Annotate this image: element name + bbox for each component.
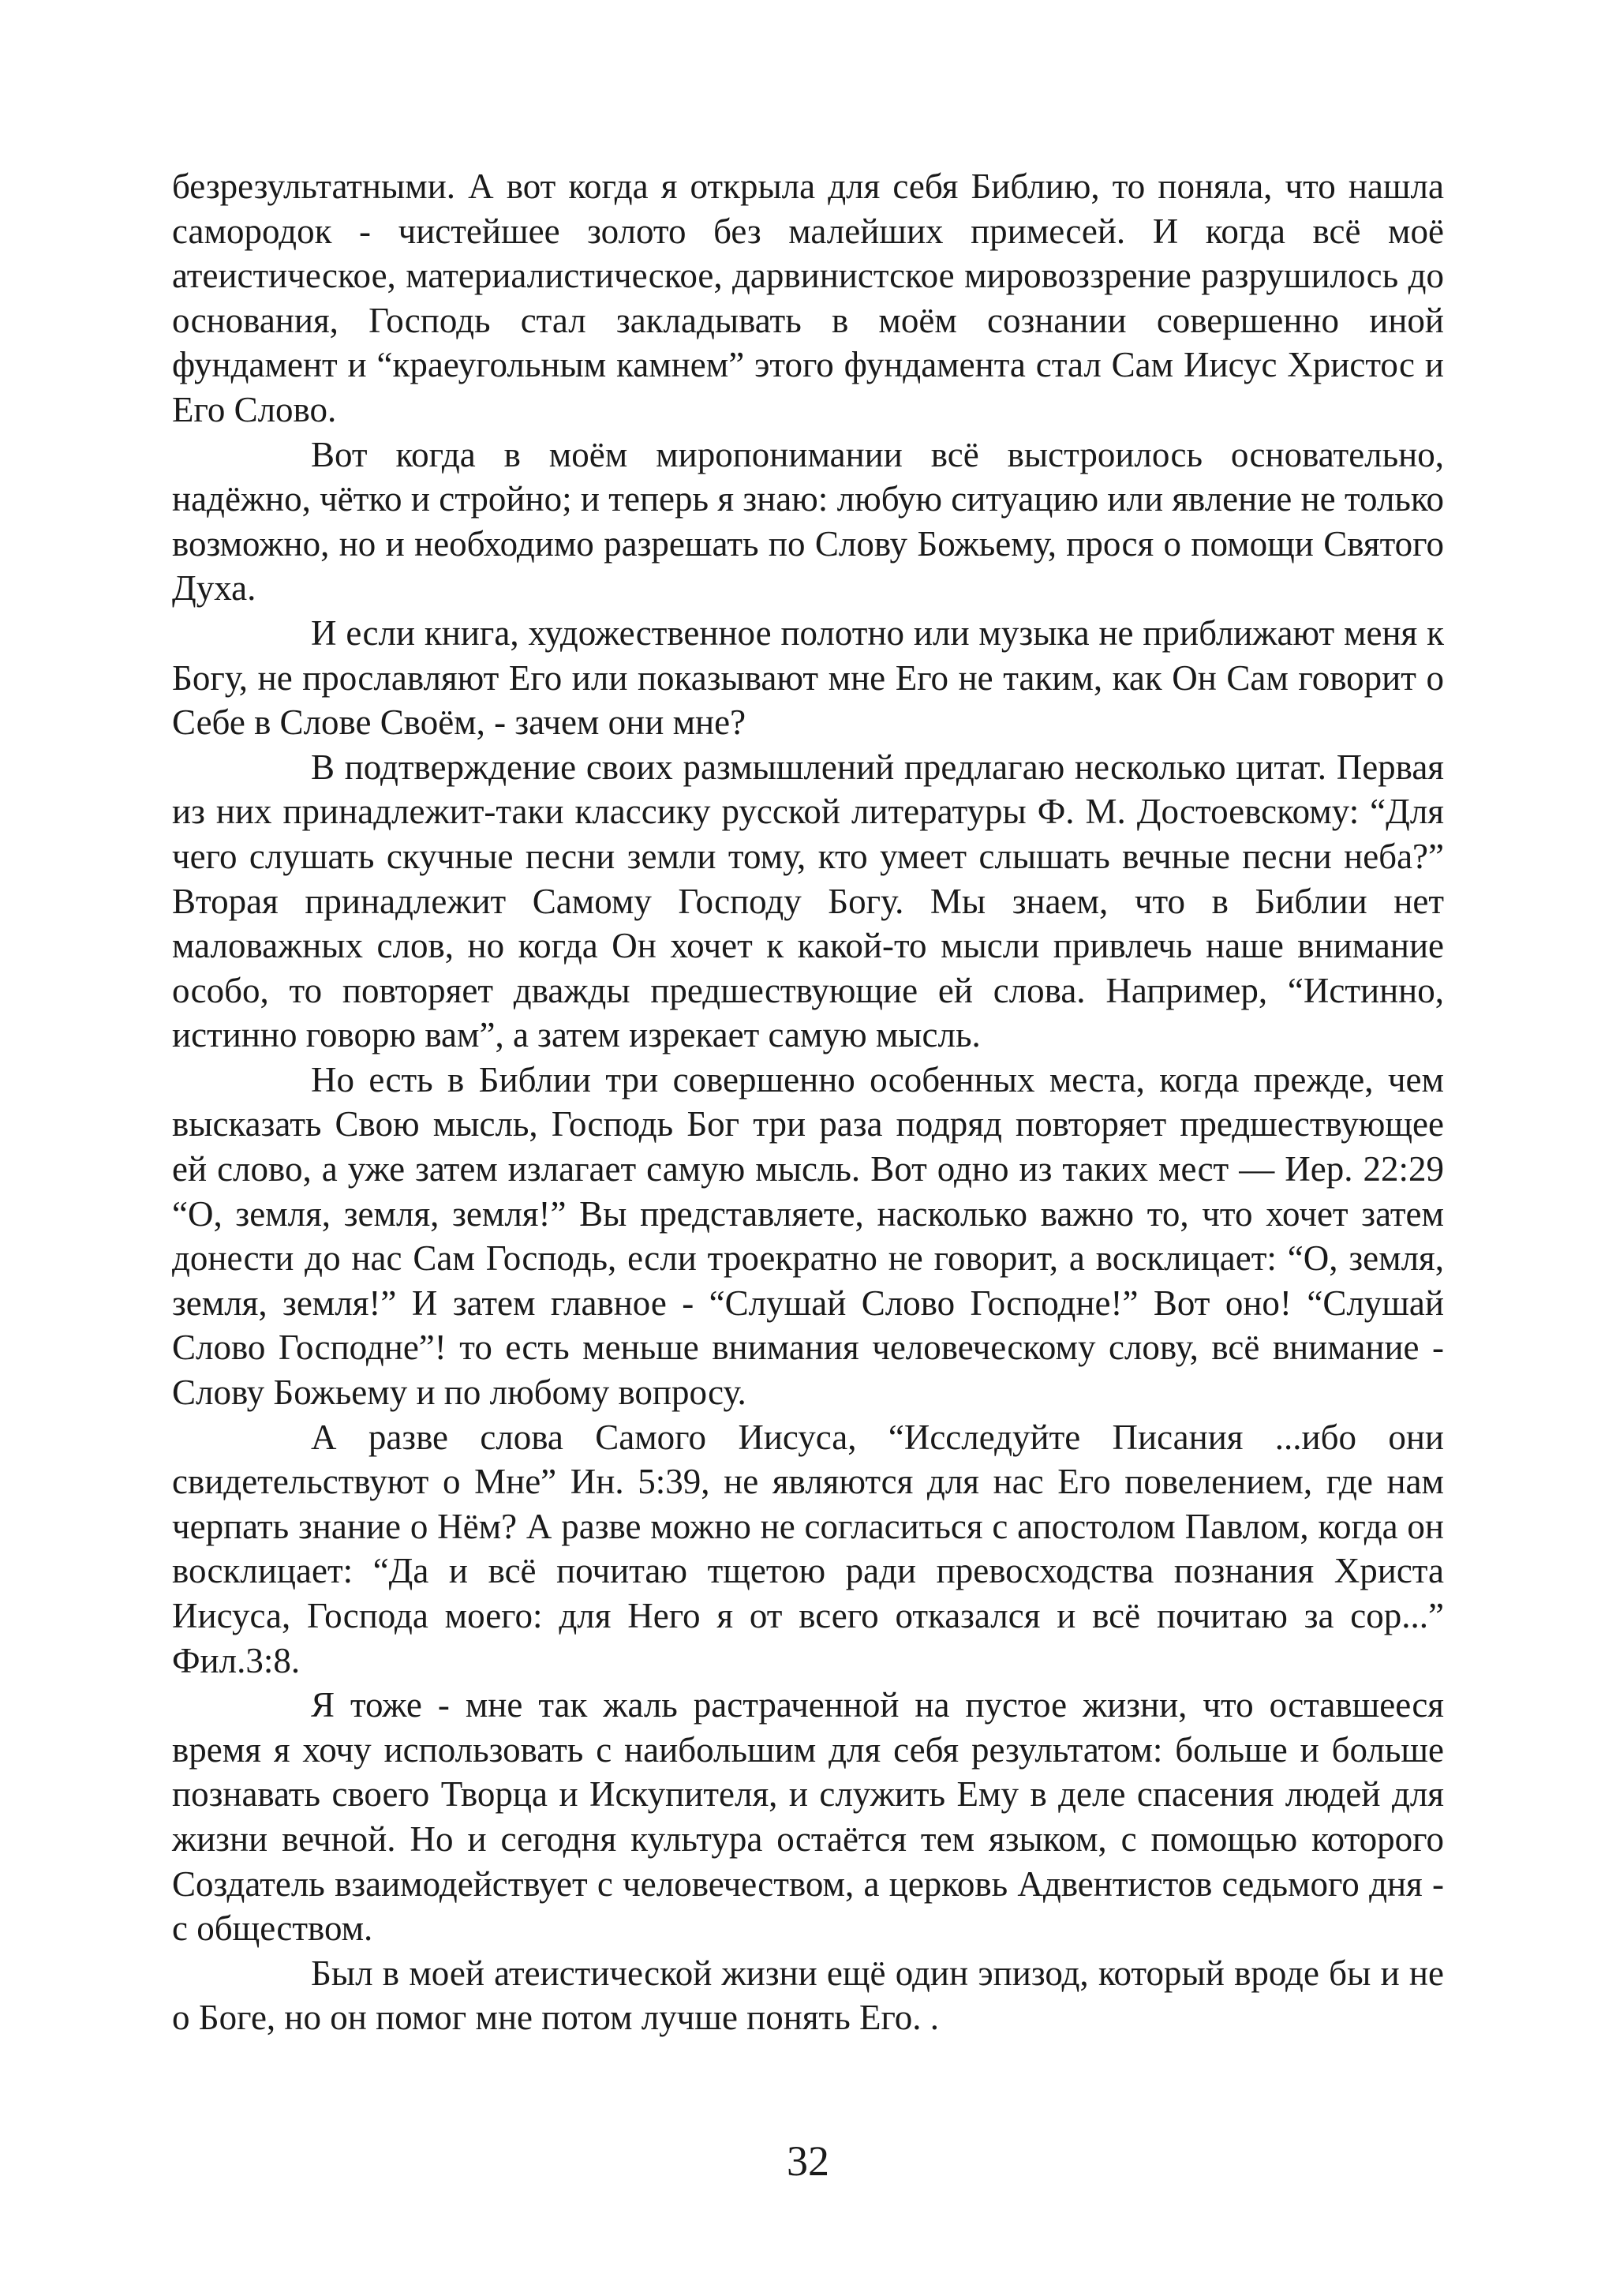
paragraph-2: Вот когда в моём миропонимании всё выстроилось основательно, надёжно, чётко и стройно; и теперь я знаю: любую ситуацию или явление не только возможно, но и необходимо разрешать по Слову Божьему, прося о помощи Святого Духа. [172, 434, 1444, 609]
paragraph-1: безрезультатными. А вот когда я открыла для себя Библию, то поняла, что нашла самородок - чистейшее золото без малейших примесей. И когда всё моё атеистическое, материалистическое, дарвинистское мировоззрение разрушилось до основания, Господь стал закладывать в моём сознании совершенно иной фундамент и “краеугольным камнем” этого фундамента стал Сам Иисус Христос и Его Слово. [172, 167, 1444, 429]
paragraph-3: И если книга, художественное полотно или музыка не приближают меня к Богу, не прославляют Его или показывают мне Его не таким, как Он Сам говорит о Себе в Слове Своём, - зачем они мне? [172, 612, 1444, 743]
page-number: 32 [787, 2137, 829, 2185]
body-text [172, 164, 1444, 2040]
paragraph-8: Был в моей атеистической жизни ещё один эпизод, который вроде бы и не о Боге, но он помог мне потом лучше понять Его. . [172, 1953, 1444, 2038]
paragraph-6: А разве слова Самого Иисуса, “Исследуйте Писания ...ибо они свидетельствуют о Мне” Ин. 5:39, не являются для нас Его повелением, где нам черпать знание о Нём? А разве можно не согласиться с апостолом Павлом, когда он восклицает: “Да и всё почитаю тщетою ради превосходства познания Христа Иисуса, Господа моего: для Него я от всего отказался и всё почитаю за сор...” Фил.3:8. [172, 1417, 1444, 1680]
paragraph-5: Но есть в Библии три совершенно особенных места, когда прежде, чем высказать Свою мысль, Господь Бог три раза подряд повторяет предшествующее ей слово, а уже затем излагает самую мысль. Вот одно из таких мест — Иер. 22:29 “О, земля, земля, земля!” Вы представляете, насколько важно то, что хочет затем донести до нас Сам Господь, если троекратно не говорит, а восклицает: “О, земля, земля, земля!” И затем главное - “Слушай Слово Господне!” Вот оно! “Слушай Слово Господне”! то есть меньше внимания человеческому слову, всё внимание - Слову Божьему и по любому вопросу. [172, 1059, 1444, 1413]
paragraph-4: В подтверждение своих размышлений предлагаю несколько цитат. Первая из них принадлежит-таки классику русской литературы Ф. М. Достоевскому: “Для чего слушать скучные песни земли тому, кто умеет слышать вечные песни неба?” Вторая принадлежит Самому Господу Богу. Мы знаем, что в Библии нет маловажных слов, но когда Он хочет к какой-то мысли привлечь наше внимание особо, то повторяет дважды предшествующие ей слова. Например, “Истинно, истинно говорю вам”, а затем изрекает самую мысль. [172, 747, 1444, 1055]
paragraph-7: Я тоже - мне так жаль растраченной на пустое жизни, что оставшееся время я хочу использовать с наибольшим для себя результатом: больше и больше познавать своего Творца и Искупителя, и служить Ему в деле спасения людей для жизни вечной. Но и сегодня культура остаётся тем языком, с помощью которого Создатель взаимодействует с человечеством, а церковь Адвентистов седьмого дня - с обществом. [172, 1685, 1444, 1949]
